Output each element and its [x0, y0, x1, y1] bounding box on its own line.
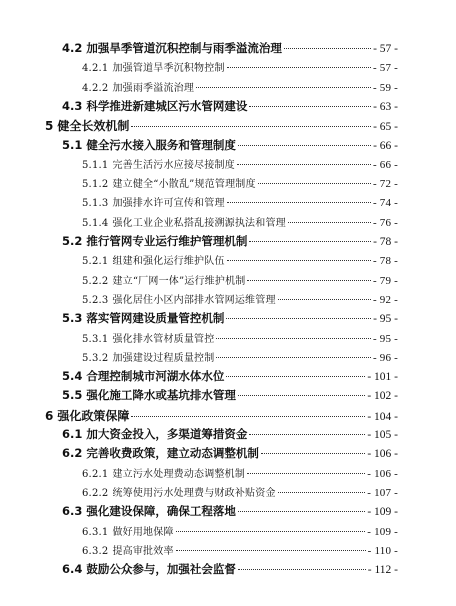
toc-entry-title: 加强管道旱季沉积物控制 — [112, 63, 225, 75]
toc-entry[interactable] — [82, 542, 398, 562]
toc-entry[interactable] — [62, 233, 398, 253]
dot-leader — [216, 338, 371, 339]
dot-leader — [131, 126, 371, 127]
toc-entry-number: 6.2.1 — [82, 468, 109, 480]
toc-entry-page: - 57 - — [373, 43, 398, 55]
toc-entry-page: - 102 - — [367, 390, 398, 403]
toc-entry-title: 完善生活污水应接尽接制度 — [112, 159, 235, 171]
toc-entry-title: 加强建设过程质量控制 — [112, 352, 215, 364]
toc-entry[interactable] — [82, 349, 398, 369]
toc-entry-page: - 74 - — [372, 197, 398, 210]
toc-entry-title: 强化政策保障 — [57, 408, 130, 423]
toc-entry-page: - 66 - — [372, 158, 398, 171]
toc-entry-page: - 104 - — [367, 410, 398, 423]
toc-entry[interactable] — [62, 137, 398, 157]
toc-entry-title: 强化建设保障，确保工程落地 — [86, 504, 236, 519]
toc-entry[interactable] — [62, 503, 398, 523]
dot-leader — [258, 183, 371, 184]
toc-entry-number: 6.4 — [62, 562, 83, 577]
toc-entry[interactable] — [82, 194, 398, 214]
toc-entry-page: - 106 - — [367, 448, 398, 461]
dot-leader — [288, 222, 371, 223]
toc-entry-title: 落实管网建设质量管控机制 — [86, 311, 225, 326]
toc-entry-number: 5 — [45, 119, 54, 134]
toc-entry-number: 4.2 — [62, 41, 83, 55]
toc-entry-title: 做好用地保障 — [112, 526, 174, 538]
toc-entry-title: 加强旱季管道沉积控制与雨季溢流治理 — [86, 41, 282, 55]
toc-entry-number: 5.2.3 — [82, 294, 109, 306]
toc-entry-number: 5.4 — [62, 369, 83, 384]
toc-entry[interactable] — [82, 291, 398, 311]
toc-entry[interactable] — [82, 79, 398, 99]
toc-entry-number: 4.2.1 — [82, 63, 109, 75]
dot-leader — [227, 67, 371, 68]
dot-leader — [278, 299, 371, 300]
toc-entry-title: 健全污水接入服务和管理制度 — [86, 137, 236, 152]
toc-entry-number: 5.1.4 — [82, 217, 109, 229]
toc-entry[interactable] — [62, 40, 398, 60]
toc-entry[interactable] — [82, 175, 398, 195]
toc-entry-title: 建立“厂网一体”运行维护机制 — [112, 275, 246, 287]
toc-entry[interactable] — [62, 426, 398, 446]
toc-entry-title: 科学推进新建城区污水管网建设 — [86, 98, 248, 113]
dot-leader — [237, 164, 371, 165]
dot-leader — [249, 106, 371, 107]
toc-entry-number: 5.3 — [62, 311, 83, 326]
dot-leader — [249, 241, 371, 242]
toc-entry-title: 建立污水处理费动态调整机制 — [112, 468, 246, 480]
toc-entry-title: 加强排水许可宣传和管理 — [112, 198, 225, 210]
toc-entry-page: - 66 - — [373, 139, 398, 152]
toc-entry-page: - 59 - — [372, 81, 398, 94]
toc-entry[interactable] — [62, 310, 398, 330]
dot-leader — [247, 473, 365, 474]
toc-entry-page: - 109 - — [367, 525, 398, 538]
toc-entry-number: 5.1 — [62, 137, 83, 152]
toc-entry[interactable] — [82, 214, 398, 234]
toc-entry-number: 6.2 — [62, 446, 83, 461]
toc-entry[interactable] — [62, 368, 398, 388]
dot-leader — [227, 260, 371, 261]
toc-entry-title: 强化排水管材质量管控 — [112, 333, 215, 345]
dot-leader — [176, 531, 366, 532]
toc-entry-page: - 57 - — [372, 62, 398, 75]
toc-entry-number: 6.1 — [62, 427, 83, 441]
toc-entry-page: - 95 - — [373, 313, 398, 326]
dot-leader — [247, 280, 370, 281]
dot-leader — [216, 357, 371, 358]
toc-entry-number: 6.3 — [62, 504, 83, 519]
toc-entry-title: 强化工业企业私搭乱接溯源执法和管理 — [112, 217, 286, 229]
dot-leader — [131, 416, 365, 417]
toc-entry[interactable] — [82, 252, 398, 272]
toc-entry[interactable] — [82, 59, 398, 79]
toc-entry-number: 5.2.2 — [82, 275, 109, 287]
toc-entry-title: 完善收费政策，建立动态调整机制 — [86, 446, 259, 461]
dot-leader — [278, 492, 366, 493]
toc-entry-page: - 96 - — [372, 351, 398, 364]
toc-entry[interactable] — [82, 330, 398, 350]
toc-entry-page: - 109 - — [367, 506, 398, 519]
toc-entry[interactable] — [82, 272, 398, 292]
toc-entry-title: 合理控制城市河湖水体水位 — [86, 369, 225, 384]
toc-entry-title: 强化施工降水或基坑排水管理 — [86, 388, 236, 403]
toc-entry-page: - 63 - — [373, 100, 398, 113]
toc-entry-number: 4.2.2 — [82, 82, 109, 94]
toc-entry-page: - 76 - — [372, 216, 398, 229]
toc-entry-page: - 78 - — [372, 255, 398, 268]
toc-entry-page: - 65 - — [373, 121, 398, 134]
toc-entry-number: 5.5 — [62, 388, 83, 403]
toc-entry-title: 组建和强化运行维护队伍 — [112, 256, 225, 268]
toc-entry-number: 5.3.2 — [82, 352, 109, 364]
dot-leader — [238, 569, 366, 570]
toc-entry-page: - 72 - — [372, 178, 398, 191]
toc-entry[interactable] — [62, 561, 398, 581]
dot-leader — [227, 202, 371, 203]
toc-entry-number: 5.3.1 — [82, 333, 109, 345]
toc-entry-page: - 112 - — [367, 564, 398, 577]
dot-leader — [238, 145, 371, 146]
dot-leader — [238, 511, 365, 512]
toc-entry[interactable] — [82, 465, 398, 485]
dot-leader — [176, 550, 366, 551]
toc-entry-number: 4.3 — [62, 98, 83, 113]
toc-entry-number: 5.1.1 — [82, 159, 109, 171]
toc-entry-number: 6 — [45, 408, 54, 423]
toc-entry-title: 加大资金投入，多渠道筹措资金 — [86, 427, 248, 441]
toc-entry-page: - 105 - — [367, 429, 398, 441]
toc-entry[interactable] — [45, 407, 398, 427]
toc-entry-page: - 106 - — [367, 467, 398, 480]
toc-entry-title: 鼓励公众参与，加强社会监督 — [86, 562, 236, 577]
toc-entry[interactable] — [62, 445, 398, 465]
toc-entry-number: 6.3.2 — [82, 545, 109, 557]
toc-entry-title: 健全长效机制 — [57, 119, 130, 134]
toc-entry-number: 5.1.2 — [82, 179, 109, 191]
toc-entry-page: - 110 - — [367, 544, 398, 557]
dot-leader — [196, 87, 371, 88]
toc-entry-page: - 92 - — [372, 293, 398, 306]
dot-leader — [238, 395, 365, 396]
toc-entry-page: - 107 - — [367, 486, 398, 499]
dot-leader — [249, 434, 365, 435]
toc-entry-title: 统筹使用污水处理费与财政补贴资金 — [112, 487, 276, 499]
toc-entry-title: 提高审批效率 — [112, 545, 174, 557]
toc-entry[interactable] — [62, 387, 398, 407]
toc-entry-page: - 101 - — [367, 371, 398, 384]
toc-entry[interactable] — [82, 523, 398, 543]
toc-entry-title: 建立健全“小散乱”规范管理制度 — [112, 179, 256, 191]
toc-entry[interactable] — [82, 156, 398, 176]
toc-entry-number: 6.2.2 — [82, 487, 109, 499]
toc-entry-number: 5.2 — [62, 234, 83, 248]
toc-entry[interactable] — [82, 484, 398, 504]
toc-entry-page: - 79 - — [372, 274, 398, 287]
toc-entry[interactable] — [45, 117, 398, 137]
toc-entry-page: - 78 - — [373, 236, 398, 248]
toc-entry-number: 6.3.1 — [82, 526, 109, 538]
toc-entry-number: 5.2.1 — [82, 256, 109, 268]
dot-leader — [284, 48, 371, 49]
toc-entry-number: 5.1.3 — [82, 198, 109, 210]
toc-entry[interactable] — [62, 98, 398, 118]
dot-leader — [226, 318, 371, 319]
toc-entry-title: 加强雨季溢流治理 — [112, 82, 195, 94]
dot-leader — [261, 453, 365, 454]
toc-entry-title: 强化居住小区内部排水管网运维管理 — [112, 294, 276, 306]
toc-entry-page: - 95 - — [372, 332, 398, 345]
dot-leader — [226, 376, 365, 377]
toc-entry-title: 推行管网专业运行维护管理机制 — [86, 234, 248, 248]
